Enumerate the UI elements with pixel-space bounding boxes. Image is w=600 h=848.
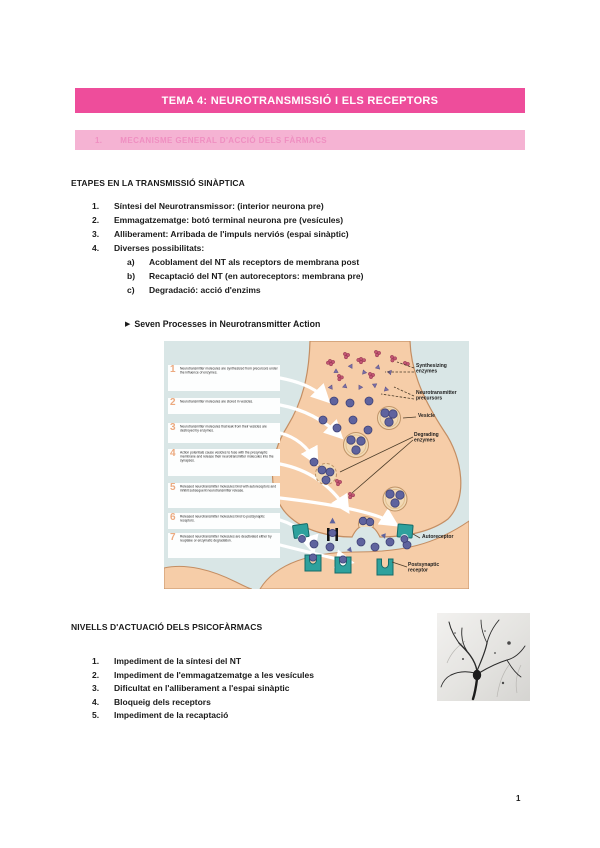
- item-number: 4.: [92, 696, 100, 707]
- step-number: 1: [170, 364, 176, 375]
- item-text: Bloqueig dels receptors: [114, 696, 211, 707]
- item-text: Emmagatzematge: botó terminal neurona pre (vesícules): [114, 215, 344, 225]
- item-number: 2.: [92, 669, 100, 680]
- item-number: 2.: [92, 215, 100, 225]
- item-number: 5.: [92, 710, 100, 721]
- step-number: 7: [170, 532, 176, 543]
- label-autoreceptor: Autoreceptor: [422, 534, 454, 540]
- step-number: 5: [170, 482, 176, 493]
- item-letter: c): [127, 285, 135, 295]
- list-item: [92, 201, 349, 215]
- step-text: Released neurotransmitter molecules are deactivated either by reuptake or enzymatic degradation.: [180, 534, 272, 542]
- diagram-step-5: [168, 483, 280, 508]
- item-text: Diverses possibilitats:: [114, 243, 205, 253]
- page-title: TEMA 4: NEUROTRANSMISSIÓ I ELS RECEPTORS: [161, 94, 439, 107]
- title-bar: [75, 88, 525, 113]
- label-postsynaptic-receptor: Postsynaptic receptor: [408, 562, 440, 573]
- label-synthesizing-enzymes: Synthesizing enzymes: [416, 363, 447, 374]
- diagram-step-3: [168, 423, 280, 443]
- section-title: MECANISME GENERAL D'ACCIÓ DELS FÀRMACS: [120, 135, 328, 145]
- neuron-micrograph-image: [437, 613, 530, 701]
- list-item: [127, 271, 363, 285]
- etapes-list: [92, 201, 349, 257]
- step-text: Released neurotransmitter molecules bind to postsynaptic receptors.: [180, 514, 265, 522]
- figure-title-text: Seven Processes in Neurotransmitter Action: [134, 319, 321, 329]
- label-vesicle: Vesicle: [418, 413, 435, 419]
- section-header-bar: [75, 130, 525, 150]
- list-item: [127, 285, 363, 299]
- label-degrading-enzymes: Degrading enzymes: [414, 432, 439, 443]
- item-text: Alliberament: Arribada de l'impuls nerviós (espai sinàptic): [114, 229, 349, 239]
- heading-etapes: ETAPES EN LA TRANSMISSIÓ SINÀPTICA: [71, 178, 245, 188]
- item-text: Síntesi del Neurotransmissor: (interior neurona pre): [114, 201, 324, 211]
- list-item: [92, 697, 314, 711]
- step-text: Neurotransmitter molecules that leak from their vesicles are destroyed by enzymes.: [180, 424, 267, 432]
- list-item: [92, 683, 314, 697]
- diagram-step-7: [168, 533, 280, 558]
- triangle-bullet-icon: ▶: [125, 321, 131, 328]
- item-number: 3.: [92, 229, 100, 239]
- list-item: [92, 670, 314, 684]
- step-text: Neurotransmitter molecules are synthesized from precursors under the influence of enzymes.: [180, 366, 278, 374]
- figure-title: [125, 319, 320, 329]
- step-text: Released neurotransmitter molecules bind with autoreceptors and inhibit subsequent neurotransmitter release.: [180, 484, 277, 492]
- item-number: 3.: [92, 683, 100, 694]
- list-item: [92, 656, 314, 670]
- list-item: [92, 710, 314, 724]
- item-letter: b): [127, 271, 136, 281]
- item-text: Impediment de la recaptació: [114, 710, 229, 721]
- list-item: [92, 243, 349, 257]
- list-item: [92, 229, 349, 243]
- synapse-diagram: [164, 341, 469, 589]
- step-number: 3: [170, 422, 176, 433]
- item-letter: a): [127, 257, 135, 267]
- diagram-step-2: [168, 398, 280, 414]
- step-number: 4: [170, 448, 176, 459]
- etapes-sublist: [127, 257, 363, 299]
- item-text: Impediment de la síntesi del NT: [114, 656, 242, 666]
- diagram-step-4: [168, 449, 280, 476]
- item-text: Impediment de l'emmagatzematge a les vesícules: [114, 669, 314, 680]
- nivells-list: [92, 656, 314, 724]
- heading-nivells: NIVELLS D'ACTUACIÓ DELS PSICOFÀRMACS: [71, 622, 263, 632]
- page-number: 1: [516, 794, 521, 803]
- step-number: 6: [170, 512, 176, 523]
- list-item: [92, 215, 349, 229]
- list-item: [127, 257, 363, 271]
- item-text: Acoblament del NT als receptors de membrana post: [149, 257, 360, 267]
- step-number: 2: [170, 397, 176, 408]
- label-neurotransmitter-precursors: Neurotransmitter precursors: [416, 390, 457, 401]
- item-number: 4.: [92, 243, 100, 253]
- step-text: Neurotransmitter molecules are stored in vesicles.: [180, 399, 254, 403]
- item-text: Recaptació del NT (en autoreceptors: membrana pre): [149, 271, 364, 281]
- diagram-step-6: [168, 513, 280, 529]
- step-text: Action potentials cause vesicles to fuse with the presynaptic membrane and release their neurotransmitter molecules into the synapses.: [180, 450, 274, 462]
- item-text: Degradació: acció d'enzims: [149, 285, 261, 295]
- item-text: Dificultat en l'alliberament a l'espai sinàptic: [114, 683, 290, 694]
- item-number: 1.: [92, 201, 100, 211]
- section-number: 1.: [95, 135, 103, 145]
- item-number: 1.: [92, 656, 100, 666]
- diagram-step-1: [168, 365, 280, 391]
